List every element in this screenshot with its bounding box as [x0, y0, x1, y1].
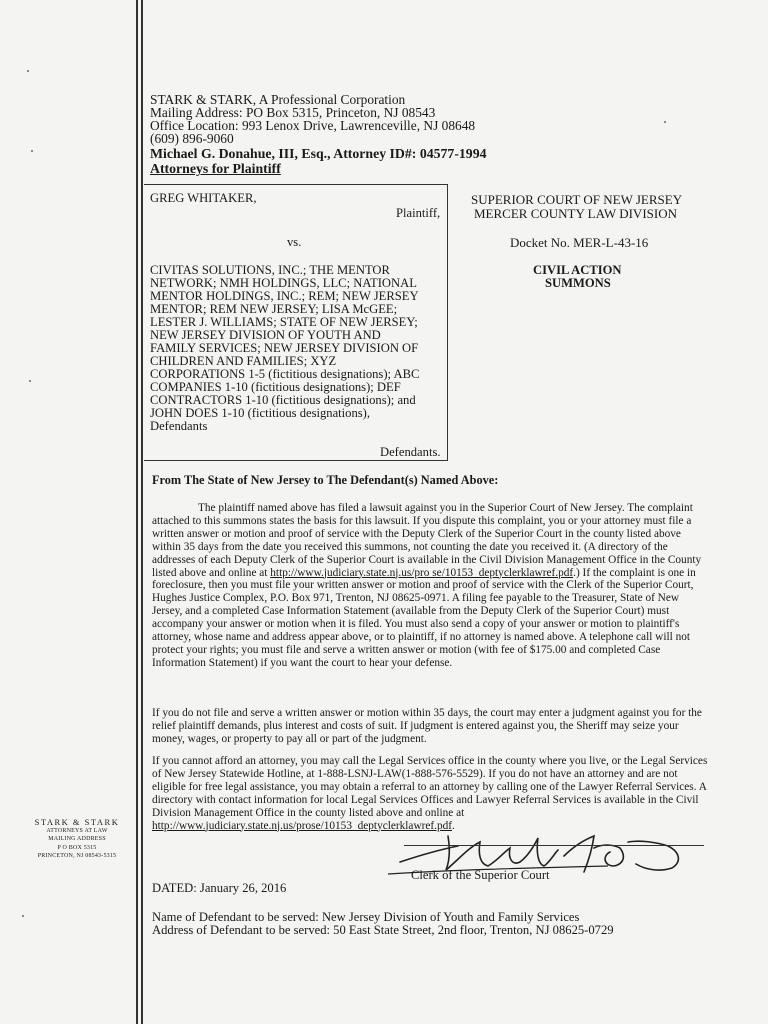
civil-action-label: CIVIL ACTION	[533, 263, 622, 277]
plaintiff-label: Plaintiff,	[396, 206, 441, 220]
defendant-line: NETWORK; NMH HOLDINGS, LLC; NATIONAL	[150, 276, 417, 290]
phone-number: (609) 896-9060	[150, 131, 234, 146]
signature-line	[404, 845, 704, 846]
attorney-line: Michael G. Donahue, III, Esq., Attorney ID#: 04577-1994	[150, 146, 487, 161]
court-name: SUPERIOR COURT OF NEW JERSEY	[471, 192, 683, 207]
margin-firm-block	[30, 818, 124, 861]
defendant-address-line: Address of Defendant to be served: 50 East State Street, 2nd floor, Trenton, NJ 08625-0729	[152, 923, 614, 937]
defendant-line: LESTER J. WILLIAMS; STATE OF NEW JERSEY;	[150, 315, 418, 329]
defendant-line: MENTOR; REM NEW JERSEY; LISA McGEE;	[150, 302, 398, 316]
defendant-line: Defendants	[150, 419, 208, 433]
scan-speck	[27, 70, 29, 72]
defendant-line: CHILDREN AND FAMILIES; XYZ	[150, 354, 337, 368]
defendants-list	[150, 264, 419, 433]
margin-rule-right	[141, 0, 143, 1024]
summons-paragraph-1	[152, 502, 712, 670]
defendant-line: COMPANIES 1-10 (fictitious designations); DEF	[150, 380, 401, 394]
margin-firm-line2: MAILING ADDRESS	[48, 836, 106, 843]
margin-firm-line3: P O BOX 5315	[57, 844, 97, 851]
defendant-line: JOHN DOES 1-10 (fictitious designations),	[150, 406, 371, 420]
margin-firm-line4: PRINCETON, NJ 08543-5315	[37, 853, 117, 860]
defendant-line: NEW JERSEY DIVISION OF YOUTH AND	[150, 328, 381, 342]
scan-speck	[31, 150, 33, 152]
directory-link[interactable]: http://www.judiciary.state.nj.us/pro se/10153_deptyclerklawref.pdf	[270, 566, 574, 579]
summons-label: SUMMONS	[545, 276, 611, 290]
para1-rest: .) If the complaint is one in foreclosure, then you must file your written answer or motion and proof of service with the Clerk of the Superior Court, Hughes Justice Complex, P.O. Box 971, Trenton, NJ 08625-0971. A filing fee payable to the Treasurer, State of New Jersey, and a completed Case Information Statement (available from the Deputy Clerk of the Superior Court) must accompany your answer or motion when it is filed. You must also send a copy of your answer or motion to plaintiff's attorney, whose name and address appear above, or to plaintiff, if no attorney is named above. A telephone call will not protect your rights; you must file and serve a written answer or motion (with fee of $175.00 and completed Case Information Statement) if you want the court to hear your defense.	[152, 566, 696, 669]
plaintiff-name: GREG WHITAKER,	[150, 191, 257, 205]
defendants-label: Defendants.	[380, 445, 441, 459]
attorneys-for: Attorneys for Plaintiff	[150, 161, 281, 176]
defendant-line: CORPORATIONS 1-5 (fictitious designations); ABC	[150, 367, 420, 381]
margin-rule-left	[136, 0, 138, 1024]
margin-firm-name: STARK & STARK	[34, 817, 120, 827]
summons-heading: From The State of New Jersey to The Defendant(s) Named Above:	[152, 473, 499, 487]
office-location: Office Location: 993 Lenox Drive, Lawrenceville, NJ 08648	[150, 118, 476, 133]
legal-directory-link[interactable]: http://www.judiciary.state.nj.us/prose/10153_deptyclerklawref.pdf	[152, 819, 453, 832]
margin-firm-line1: ATTORNEYS AT LAW	[46, 827, 108, 834]
para3-text: If you cannot afford an attorney, you may call the Legal Services office in the county where you live, or the Legal Services of New Jersey Statewide Hotline, at 1-888-LSNJ-LAW(1-888-576-5529). If you do not have an attorney and are not eligible for free legal assistance, you may obtain a referral to an attorney by calling one of the Lawyer Referral Services. A directory with contact information for local Legal Services Offices and Lawyer Referral Services is available in the Civil Division Management Office in the county listed above and online at	[152, 755, 708, 819]
defendant-line: CIVITAS SOLUTIONS, INC.; THE MENTOR	[150, 263, 390, 277]
court-division: MERCER COUNTY LAW DIVISION	[474, 206, 677, 221]
scan-speck	[22, 915, 24, 917]
para3-end: .	[452, 819, 455, 832]
defendant-line: CONTRACTORS 1-10 (fictitious designations); and	[150, 393, 416, 407]
summons-paragraph-2: If you do not file and serve a written answer or motion within 35 days, the court may enter a judgment against you for the relief plaintiff demands, plus interest and costs of suit. If judgment is entered against you, the Sheriff may seize your money, wages, or property to pay all or part of the judgment.	[152, 707, 702, 745]
scan-speck	[664, 121, 666, 123]
defendant-name-line: Name of Defendant to be served: New Jersey Division of Youth and Family Services	[152, 910, 580, 924]
clerk-label: Clerk of the Superior Court	[411, 868, 550, 882]
dated-line: DATED: January 26, 2016	[152, 881, 287, 895]
defendant-line: MENTOR HOLDINGS, INC.; REM; NEW JERSEY	[150, 289, 419, 303]
docket-number: Docket No. MER-L-43-16	[510, 235, 649, 250]
scan-speck	[29, 380, 31, 382]
para1-text: The plaintiff named above has filed a lawsuit against you in the Superior Court of New Jersey. The complaint attached to this summons states the basis for this lawsuit. If you dispute this complaint, you or your attorney must file a written answer or motion and proof of service with the Deputy Clerk of the Superior Court in the county listed above within 35 days from the date you received this summons, not counting the date you received it. (A directory of the addresses of each Deputy Clerk of the Superior Court is available in the Civil Division Management Office in the County listed above and online at	[152, 502, 702, 579]
mailing-address: Mailing Address: PO Box 5315, Princeton, NJ 08543	[150, 105, 436, 120]
vs-label: vs.	[287, 235, 302, 249]
defendant-line: FAMILY SERVICES; NEW JERSEY DIVISION OF	[150, 341, 419, 355]
firm-name: STARK & STARK, A Professional Corporation	[150, 92, 406, 107]
summons-paragraph-3	[152, 755, 712, 832]
